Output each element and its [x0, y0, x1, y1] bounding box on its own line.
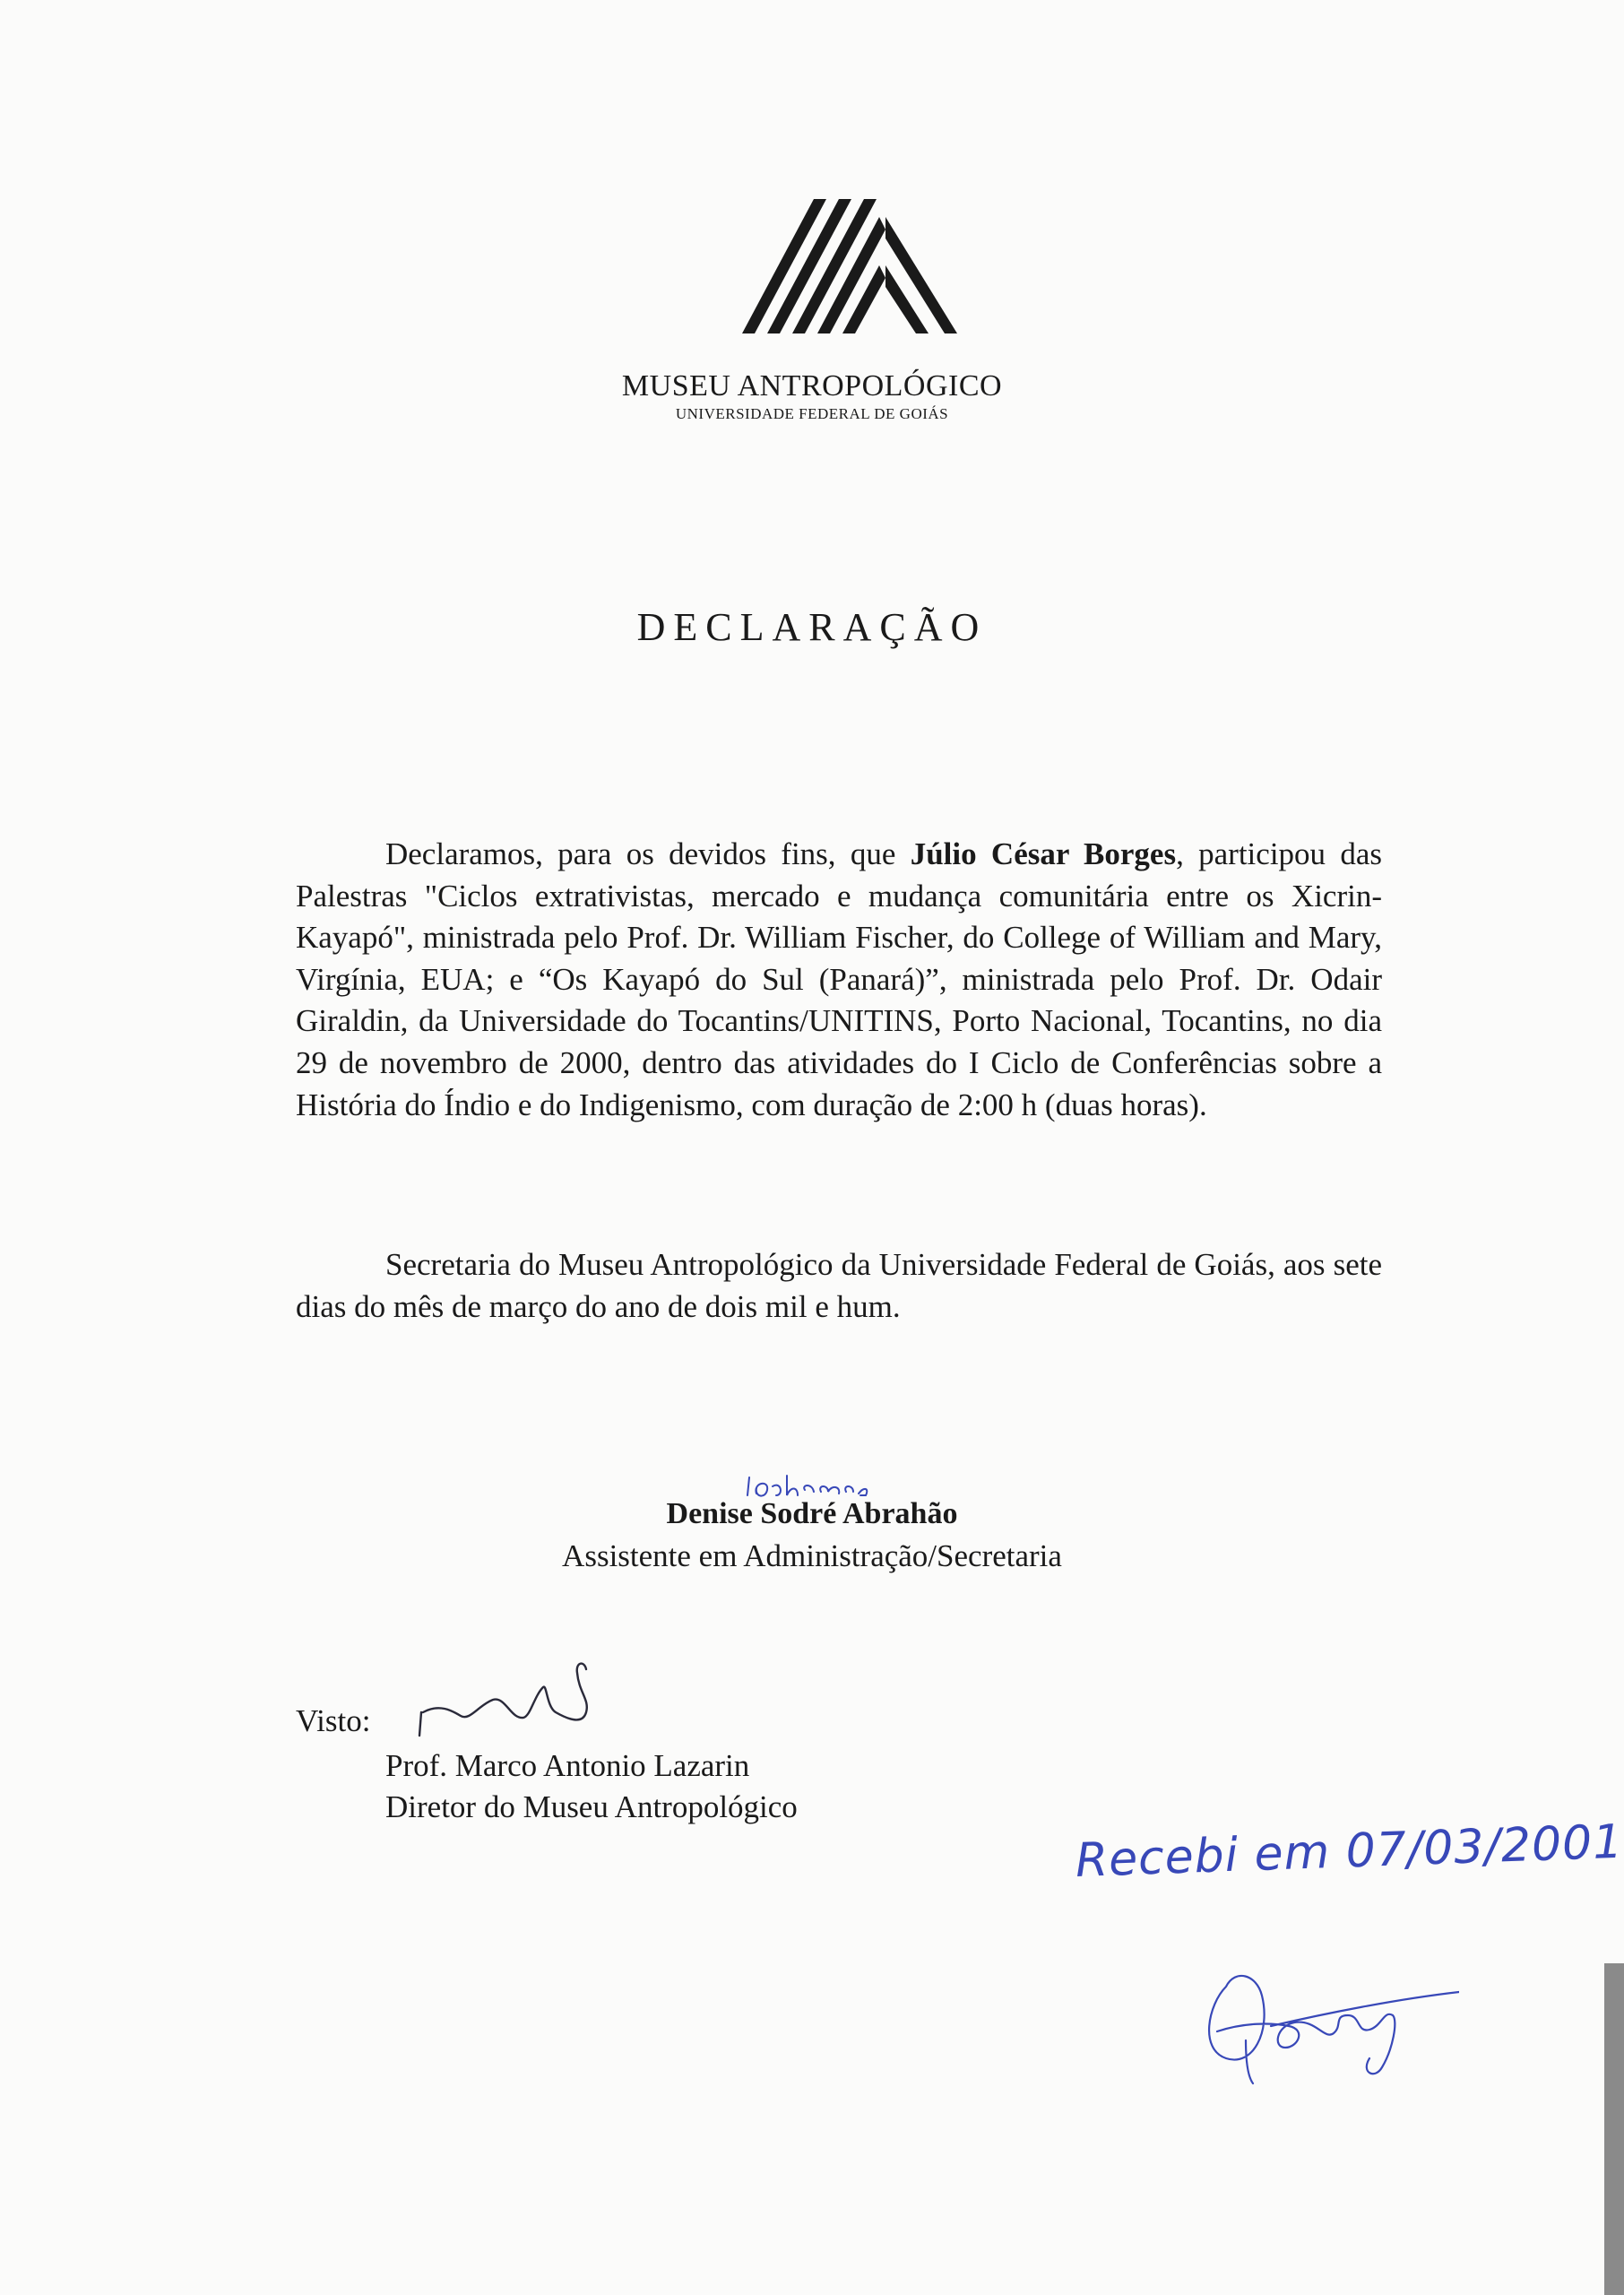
- museum-logo-icon: [742, 199, 957, 333]
- director-role: Diretor do Museu Antropológico: [385, 1789, 798, 1824]
- paragraph-rest: , participou das Palestras "Ciclos extrativistas, mercado e mudança comunitária entre os Xicrin-Kayapó", ministrada pelo Prof. Dr. William Fischer, do College of William and Mary, Virgínia, EUA; e “Os Kayapó do Sul (Panará)”, ministrada pelo Prof. Dr. Odair Giraldin, da Universidade do Tocantins/UNITINS, Porto Nacional, Tocantins, no dia 29 de novembro de 2000, dentro das atividades do I Ciclo de Conferências sobre a História do Índio e do Indigenismo, com duração de 2:00 h (duas horas).: [296, 836, 1382, 1122]
- director-name: Prof. Marco Antonio Lazarin: [385, 1748, 750, 1783]
- org-subtitle: UNIVERSIDADE FEDERAL DE GOIÁS: [675, 405, 949, 422]
- director-signature-icon: [412, 1657, 654, 1737]
- scan-edge-shadow: [1604, 1963, 1624, 2295]
- paragraph-lead: Declaramos, para os devidos fins, que: [385, 836, 911, 871]
- secretary-name: Denise Sodré Abrahão: [666, 1497, 958, 1530]
- secretary-role: Assistente em Administração/Secretaria: [562, 1538, 1062, 1573]
- visto-label: Visto:: [296, 1703, 371, 1738]
- receiver-signature-icon: [1190, 1933, 1459, 2085]
- handwritten-receipt-note: Recebi em 07/03/2001: [1074, 1814, 1624, 1888]
- participant-name: Júlio César Borges: [910, 836, 1177, 871]
- logo-stripe: [885, 265, 929, 333]
- declaration-paragraph: [296, 834, 1382, 1126]
- document-title: DECLARAÇÃO: [636, 605, 988, 649]
- place-date-paragraph: Secretaria do Museu Antropológico da Universidade Federal de Goiás, aos sete dias do mês de março do ano de dois mil e hum.: [296, 1247, 1382, 1324]
- org-name: MUSEU ANTROPOLÓGICO: [621, 369, 1003, 403]
- logo-stripe: [885, 217, 957, 333]
